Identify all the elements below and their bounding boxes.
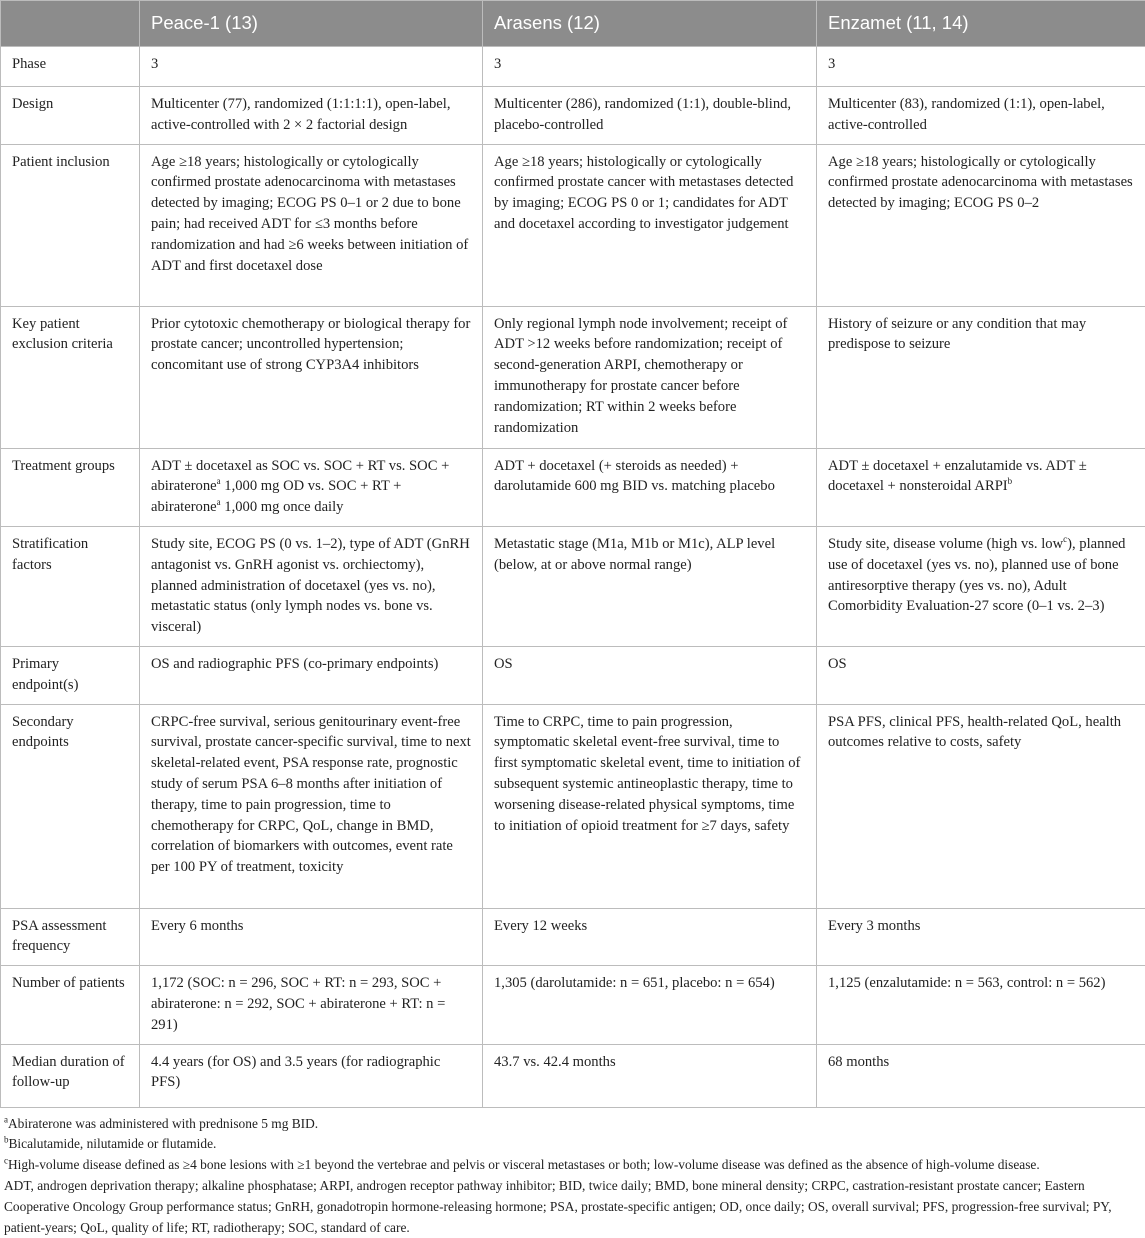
row-label: Median duration of follow-up: [1, 1044, 140, 1107]
cell-peace1: Multicenter (77), randomized (1:1:1:1), open-label, active-controlled with 2 × 2 factorial design: [140, 87, 483, 145]
cell-arasens: 43.7 vs. 42.4 months: [483, 1044, 817, 1107]
row-label: Stratification factors: [1, 526, 140, 646]
header-row: [1, 1, 1145, 47]
header-peace1: Peace-1 (13): [140, 1, 483, 47]
row-label: Number of patients: [1, 966, 140, 1044]
cell-enzamet: 3: [817, 47, 1145, 87]
row-label: Phase: [1, 47, 140, 87]
cell-enzamet: Study site, disease volume (high vs. low$^c$), planned use of docetaxel (yes vs. no), planned use of bone antiresorptive therapy (yes vs. no), Adult Comorbidity Evaluation-27 score (0–1 vs. 2–3): [817, 526, 1145, 646]
table-row-phase: [1, 47, 1145, 87]
cell-peace1: Prior cytotoxic chemotherapy or biological therapy for prostate cancer; uncontrolled hypertension; concomitant use of strong CYP3A4 inhibitors: [140, 306, 483, 448]
cell-arasens: Age ≥18 years; histologically or cytologically confirmed prostate cancer with metastases detected by imaging; ECOG PS 0 or 1; candidates for ADT and docetaxel according to investigator judgement: [483, 144, 817, 306]
cell-enzamet: 1,125 (enzalutamide: n = 563, control: n = 562): [817, 966, 1145, 1044]
table-row-stratification-factors: [1, 526, 1145, 646]
cell-enzamet: ADT ± docetaxel + enzalutamide vs. ADT ± docetaxel + nonsteroidal ARPI$^b$: [817, 448, 1145, 526]
footnote: ADT, androgen deprivation therapy; alkaline phosphatase; ARPI, androgen receptor pathway inhibitor; BID, twice daily; BMD, bone mineral density; CRPC, castration-resistant prostate cancer; Eastern Cooperative Oncology Group performance status; GnRH, gonadotropin hormone-releasing hormone; PSA, prostate-specific antigen; OD, once daily; OS, overall survival; PFS, progression-free survival; PY, patient-years; QoL, quality of life; RT, radiotherapy; SOC, standard of care.: [4, 1176, 1145, 1238]
table-body: [1, 47, 1145, 1108]
footnote: $^b$Bicalutamide, nilutamide or flutamide.: [4, 1134, 1145, 1155]
table-row-treatment-groups: [1, 448, 1145, 526]
table-row-exclusion-criteria: [1, 306, 1145, 448]
cell-peace1: 4.4 years (for OS) and 3.5 years (for radiographic PFS): [140, 1044, 483, 1107]
row-label: Design: [1, 87, 140, 145]
cell-arasens: 1,305 (darolutamide: n = 651, placebo: n = 654): [483, 966, 817, 1044]
cell-arasens: 3: [483, 47, 817, 87]
header-arasens: Arasens (12): [483, 1, 817, 47]
cell-arasens: Every 12 weeks: [483, 908, 817, 966]
cell-arasens: Time to CRPC, time to pain progression, symptomatic skeletal event-free survival, time to first symptomatic skeletal event, time to initiation of subsequent systemic antineoplastic therapy, time to worsening disease-related physical symptoms, time to initiation of opioid treatment for ≥7 days, safety: [483, 704, 817, 908]
table-row-design: [1, 87, 1145, 145]
cell-peace1: ADT ± docetaxel as SOC vs. SOC + RT vs. SOC + abiraterone$^a$ 1,000 mg OD vs. SOC + RT + abiraterone$^a$ 1,000 mg once daily: [140, 448, 483, 526]
footnote: $^a$Abiraterone was administered with prednisone 5 mg BID.: [4, 1114, 1145, 1135]
header-enzamet: Enzamet (11, 14): [817, 1, 1145, 47]
cell-peace1: Study site, ECOG PS (0 vs. 1–2), type of ADT (GnRH antagonist vs. GnRH agonist vs. orchiectomy), planned administration of docetaxel (yes vs. no), metastatic status (only lymph nodes vs. bone vs. visceral): [140, 526, 483, 646]
row-label: Patient inclusion: [1, 144, 140, 306]
footnote: $^c$High-volume disease defined as ≥4 bone lesions with ≥1 beyond the vertebrae and pelvis or visceral metastases or both; low-volume disease was defined as the absence of high-volume disease.: [4, 1155, 1145, 1176]
table-row-secondary-endpoints: [1, 704, 1145, 908]
table-row-primary-endpoints: [1, 646, 1145, 704]
cell-arasens: OS: [483, 646, 817, 704]
table-row-patient-inclusion: [1, 144, 1145, 306]
cell-enzamet: Multicenter (83), randomized (1:1), open-label, active-controlled: [817, 87, 1145, 145]
cell-enzamet: 68 months: [817, 1044, 1145, 1107]
header-corner: [1, 1, 140, 47]
cell-arasens: ADT + docetaxel (+ steroids as needed) + darolutamide 600 mg BID vs. matching placebo: [483, 448, 817, 526]
cell-peace1: CRPC-free survival, serious genitourinary event-free survival, prostate cancer-specific survival, time to next skeletal-related event, PSA response rate, prognostic study of serum PSA 6–8 months after initiation of therapy, time to pain progression, time to chemotherapy for CRPC, QoL, change in BMD, correlation of biomarkers with outcomes, event rate per 100 PY of treatment, toxicity: [140, 704, 483, 908]
cell-peace1: 1,172 (SOC: n = 296, SOC + RT: n = 293, SOC + abiraterone: n = 292, SOC + abiraterone + RT: n = 291): [140, 966, 483, 1044]
table-row-psa-frequency: [1, 908, 1145, 966]
cell-peace1: OS and radiographic PFS (co-primary endpoints): [140, 646, 483, 704]
table-row-median-follow-up: [1, 1044, 1145, 1107]
row-label: Primary endpoint(s): [1, 646, 140, 704]
table-footnotes: [0, 1108, 1145, 1238]
cell-enzamet: OS: [817, 646, 1145, 704]
cell-enzamet: PSA PFS, clinical PFS, health-related QoL, health outcomes relative to costs, safety: [817, 704, 1145, 908]
row-label: Secondary endpoints: [1, 704, 140, 908]
cell-arasens: Only regional lymph node involvement; receipt of ADT >12 weeks before randomization; receipt of second-generation ARPI, chemotherapy or immunotherapy for prostate cancer before randomization; RT within 2 weeks before randomization: [483, 306, 817, 448]
cell-peace1: Age ≥18 years; histologically or cytologically confirmed prostate adenocarcinoma with metastases detected by imaging; ECOG PS 0–1 or 2 due to bone pain; had received ADT for ≤3 months before randomization and had ≥6 weeks between initiation of ADT and first docetaxel dose: [140, 144, 483, 306]
cell-arasens: Metastatic stage (M1a, M1b or M1c), ALP level (below, at or above normal range): [483, 526, 817, 646]
row-label: PSA assessment frequency: [1, 908, 140, 966]
cell-enzamet: Every 3 months: [817, 908, 1145, 966]
cell-peace1: Every 6 months: [140, 908, 483, 966]
row-label: Treatment groups: [1, 448, 140, 526]
cell-enzamet: History of seizure or any condition that may predispose to seizure: [817, 306, 1145, 448]
table-row-number-of-patients: [1, 966, 1145, 1044]
cell-enzamet: Age ≥18 years; histologically or cytologically confirmed prostate adenocarcinoma with metastases detected by imaging; ECOG PS 0–2: [817, 144, 1145, 306]
cell-arasens: Multicenter (286), randomized (1:1), double-blind, placebo-controlled: [483, 87, 817, 145]
row-label: Key patient exclusion criteria: [1, 306, 140, 448]
cell-peace1: 3: [140, 47, 483, 87]
